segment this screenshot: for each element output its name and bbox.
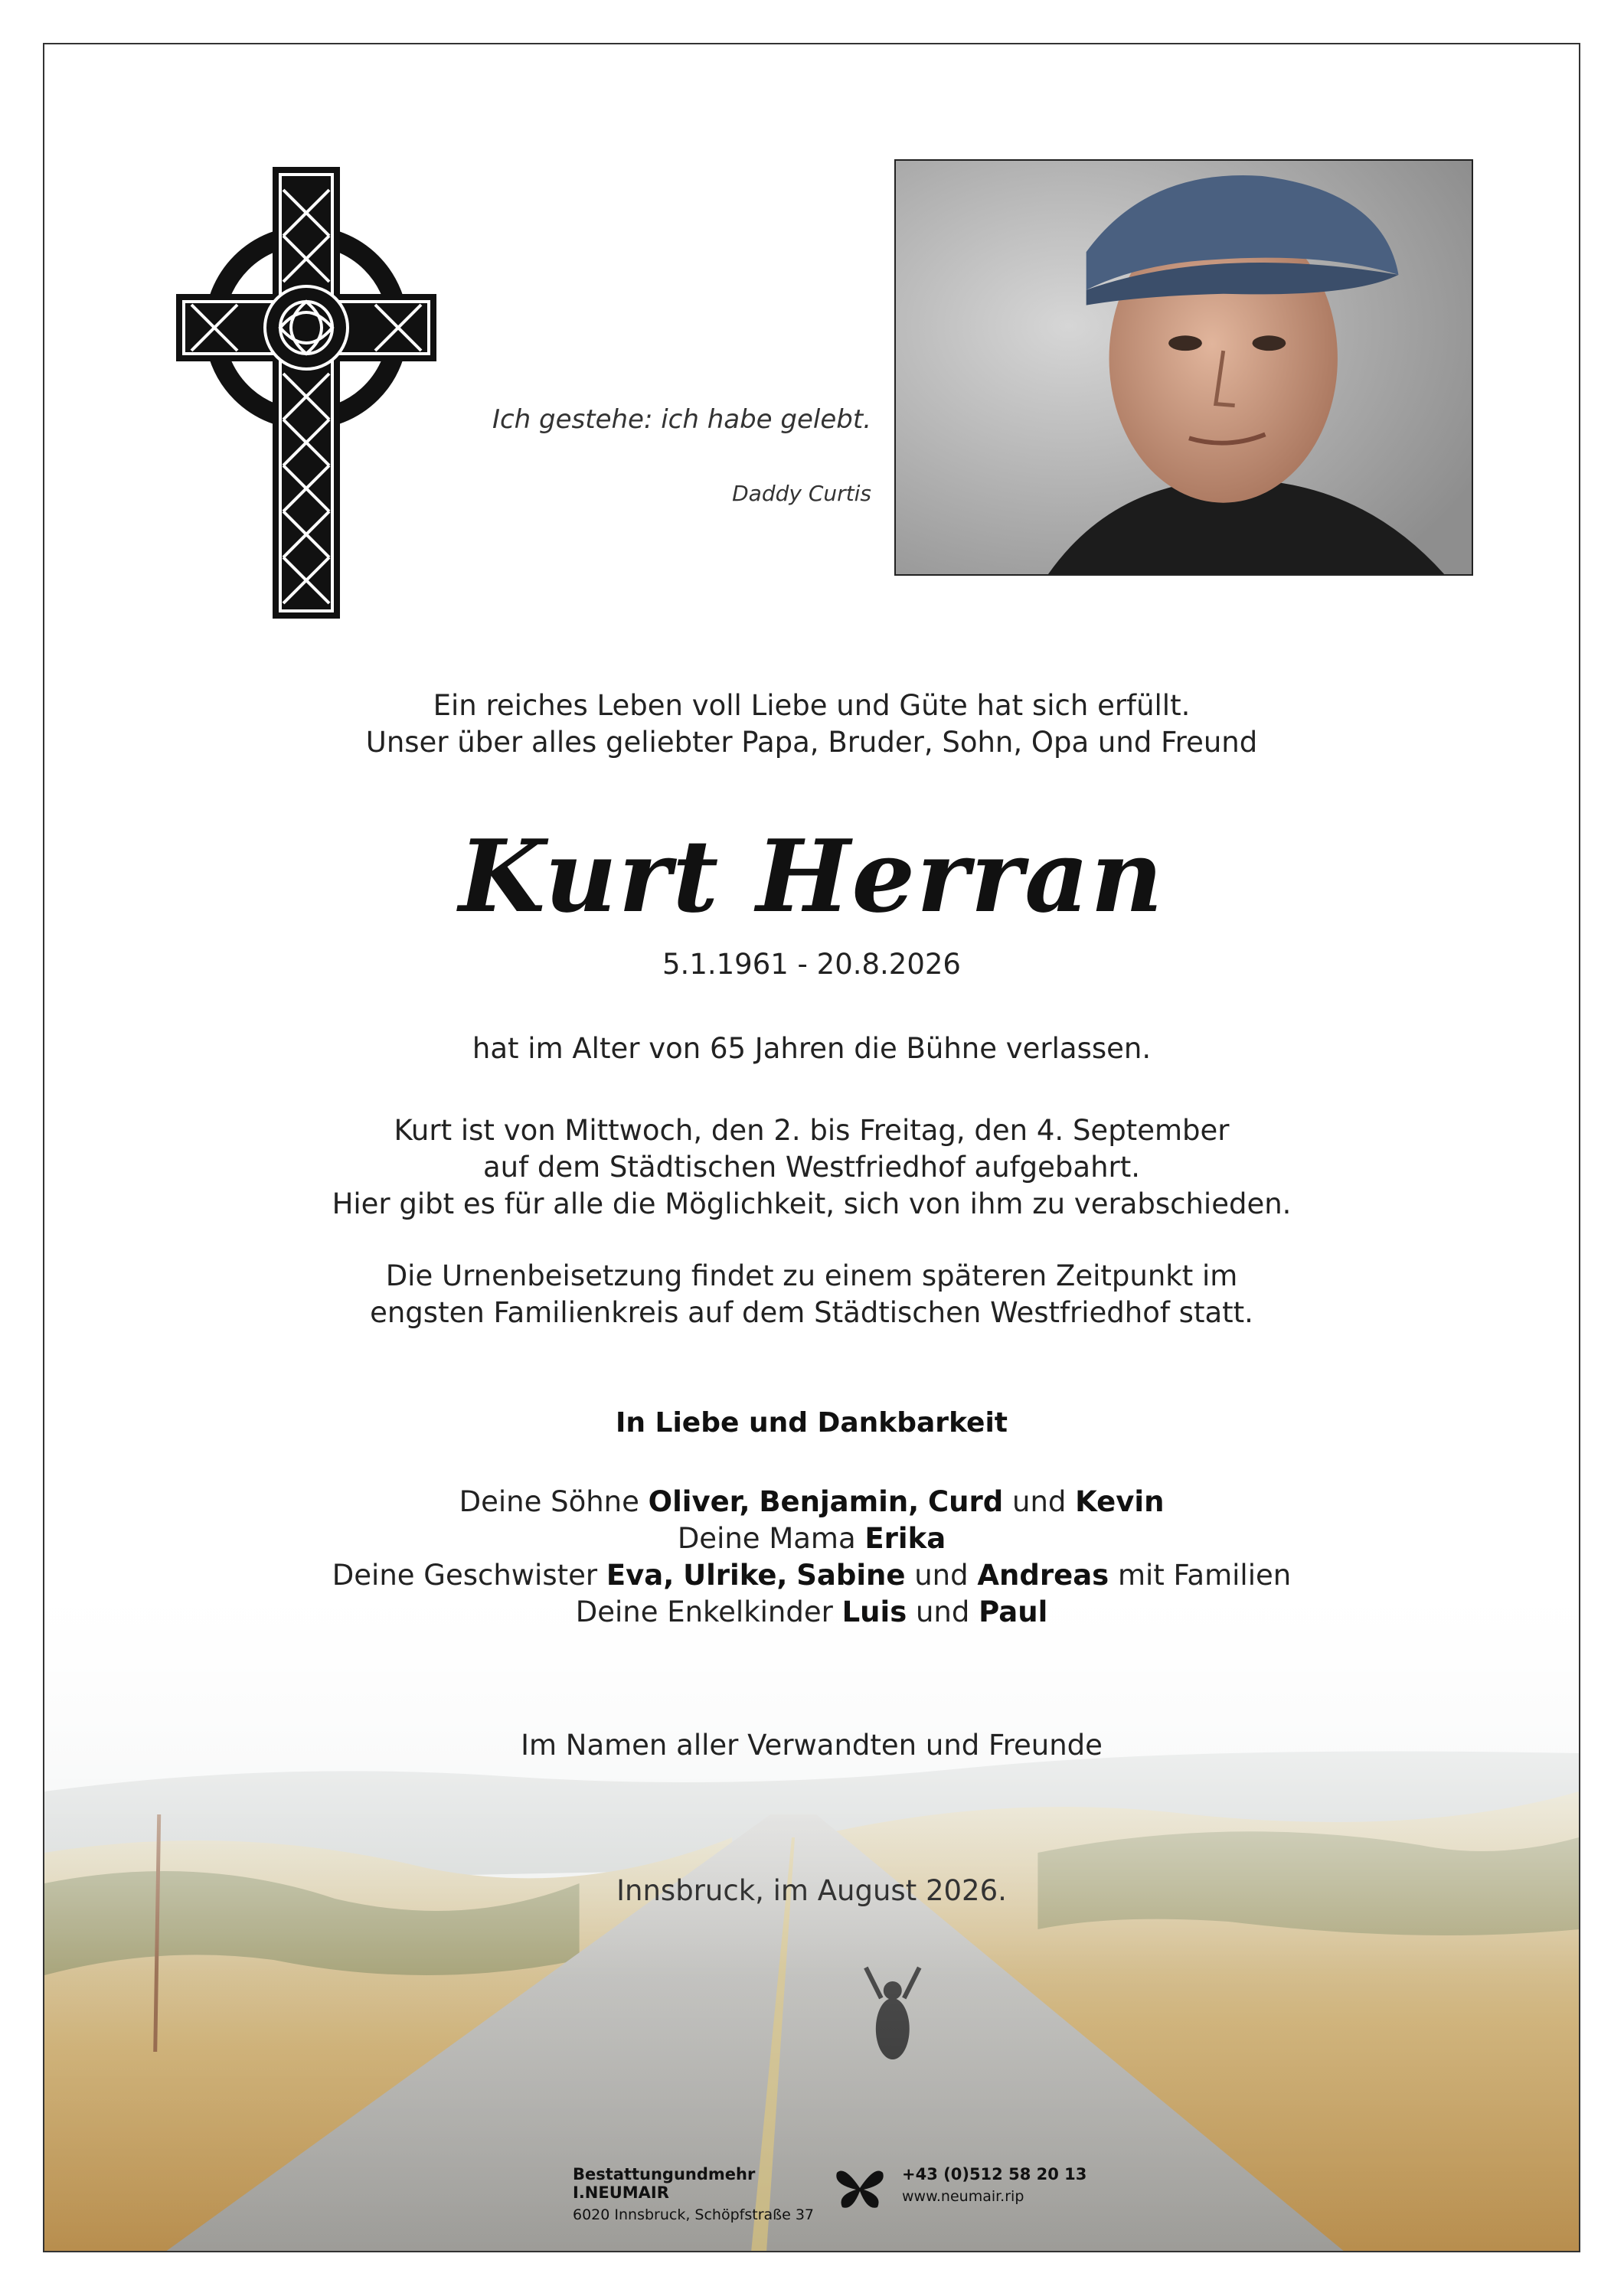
obituary-card xyxy=(43,43,1580,2252)
butterfly-icon xyxy=(833,2165,887,2211)
family-list xyxy=(44,1484,1579,1631)
intro-line-1: Ein reiches Leben voll Liebe und Güte hat sich erfüllt. xyxy=(433,689,1191,722)
burial-text xyxy=(44,1258,1579,1331)
viewing-line-2: auf dem Städtischen Westfriedhof aufgebahrt. xyxy=(482,1151,1141,1184)
intro-text xyxy=(44,687,1579,761)
viewing-line-1: Kurt ist von Mittwoch, den 2. bis Freitag, den 4. September xyxy=(394,1114,1230,1147)
company-name: Bestattungundmehr I.NEUMAIR xyxy=(573,2165,756,2202)
company-phone: +43 (0)512 58 20 13 xyxy=(902,2165,1087,2183)
quote-author: Daddy Curtis xyxy=(732,481,871,506)
on-behalf-text: Im Namen aller Verwandten und Freunde xyxy=(521,1729,1103,1762)
life-dates: 5.1.1961 - 20.8.2026 xyxy=(662,948,961,981)
age-text: hat im Alter von 65 Jahren die Bühne verlassen. xyxy=(472,1032,1152,1065)
deceased-name: Kurt Herran xyxy=(459,818,1165,935)
place-date: Innsbruck, im August 2026. xyxy=(616,1874,1007,1907)
intro-line-2: Unser über alles geliebter Papa, Bruder, Sohn, Opa und Freund xyxy=(365,726,1258,759)
quote-text: Ich gestehe: ich habe gelebt. xyxy=(492,404,871,435)
company-website[interactable]: www.neumair.rip xyxy=(902,2188,1024,2205)
burial-line-2: engsten Familienkreis auf dem Städtischen Westfriedhof statt. xyxy=(370,1296,1253,1329)
company-address: 6020 Innsbruck, Schöpfstraße 37 xyxy=(573,2206,815,2223)
viewing-line-3: Hier gibt es für alle die Möglichkeit, sich von ihm zu verabschieden. xyxy=(332,1187,1292,1220)
viewing-text xyxy=(44,1112,1579,1223)
family-mother: Deine Mama Erika xyxy=(677,1522,946,1555)
funeral-home-footer xyxy=(573,2165,1109,2226)
family-sons: Deine Söhne Oliver, Benjamin, Curd und Kevin xyxy=(459,1485,1165,1518)
celtic-cross-icon xyxy=(176,167,436,619)
thanks-heading: In Liebe und Dankbarkeit xyxy=(615,1407,1008,1439)
burial-line-1: Die Urnenbeisetzung findet zu einem späteren Zeitpunkt im xyxy=(385,1259,1238,1292)
portrait-photo xyxy=(894,159,1473,576)
family-siblings: Deine Geschwister Eva, Ulrike, Sabine und Andreas mit Familien xyxy=(332,1559,1292,1592)
family-grandchildren: Deine Enkelkinder Luis und Paul xyxy=(575,1595,1048,1628)
